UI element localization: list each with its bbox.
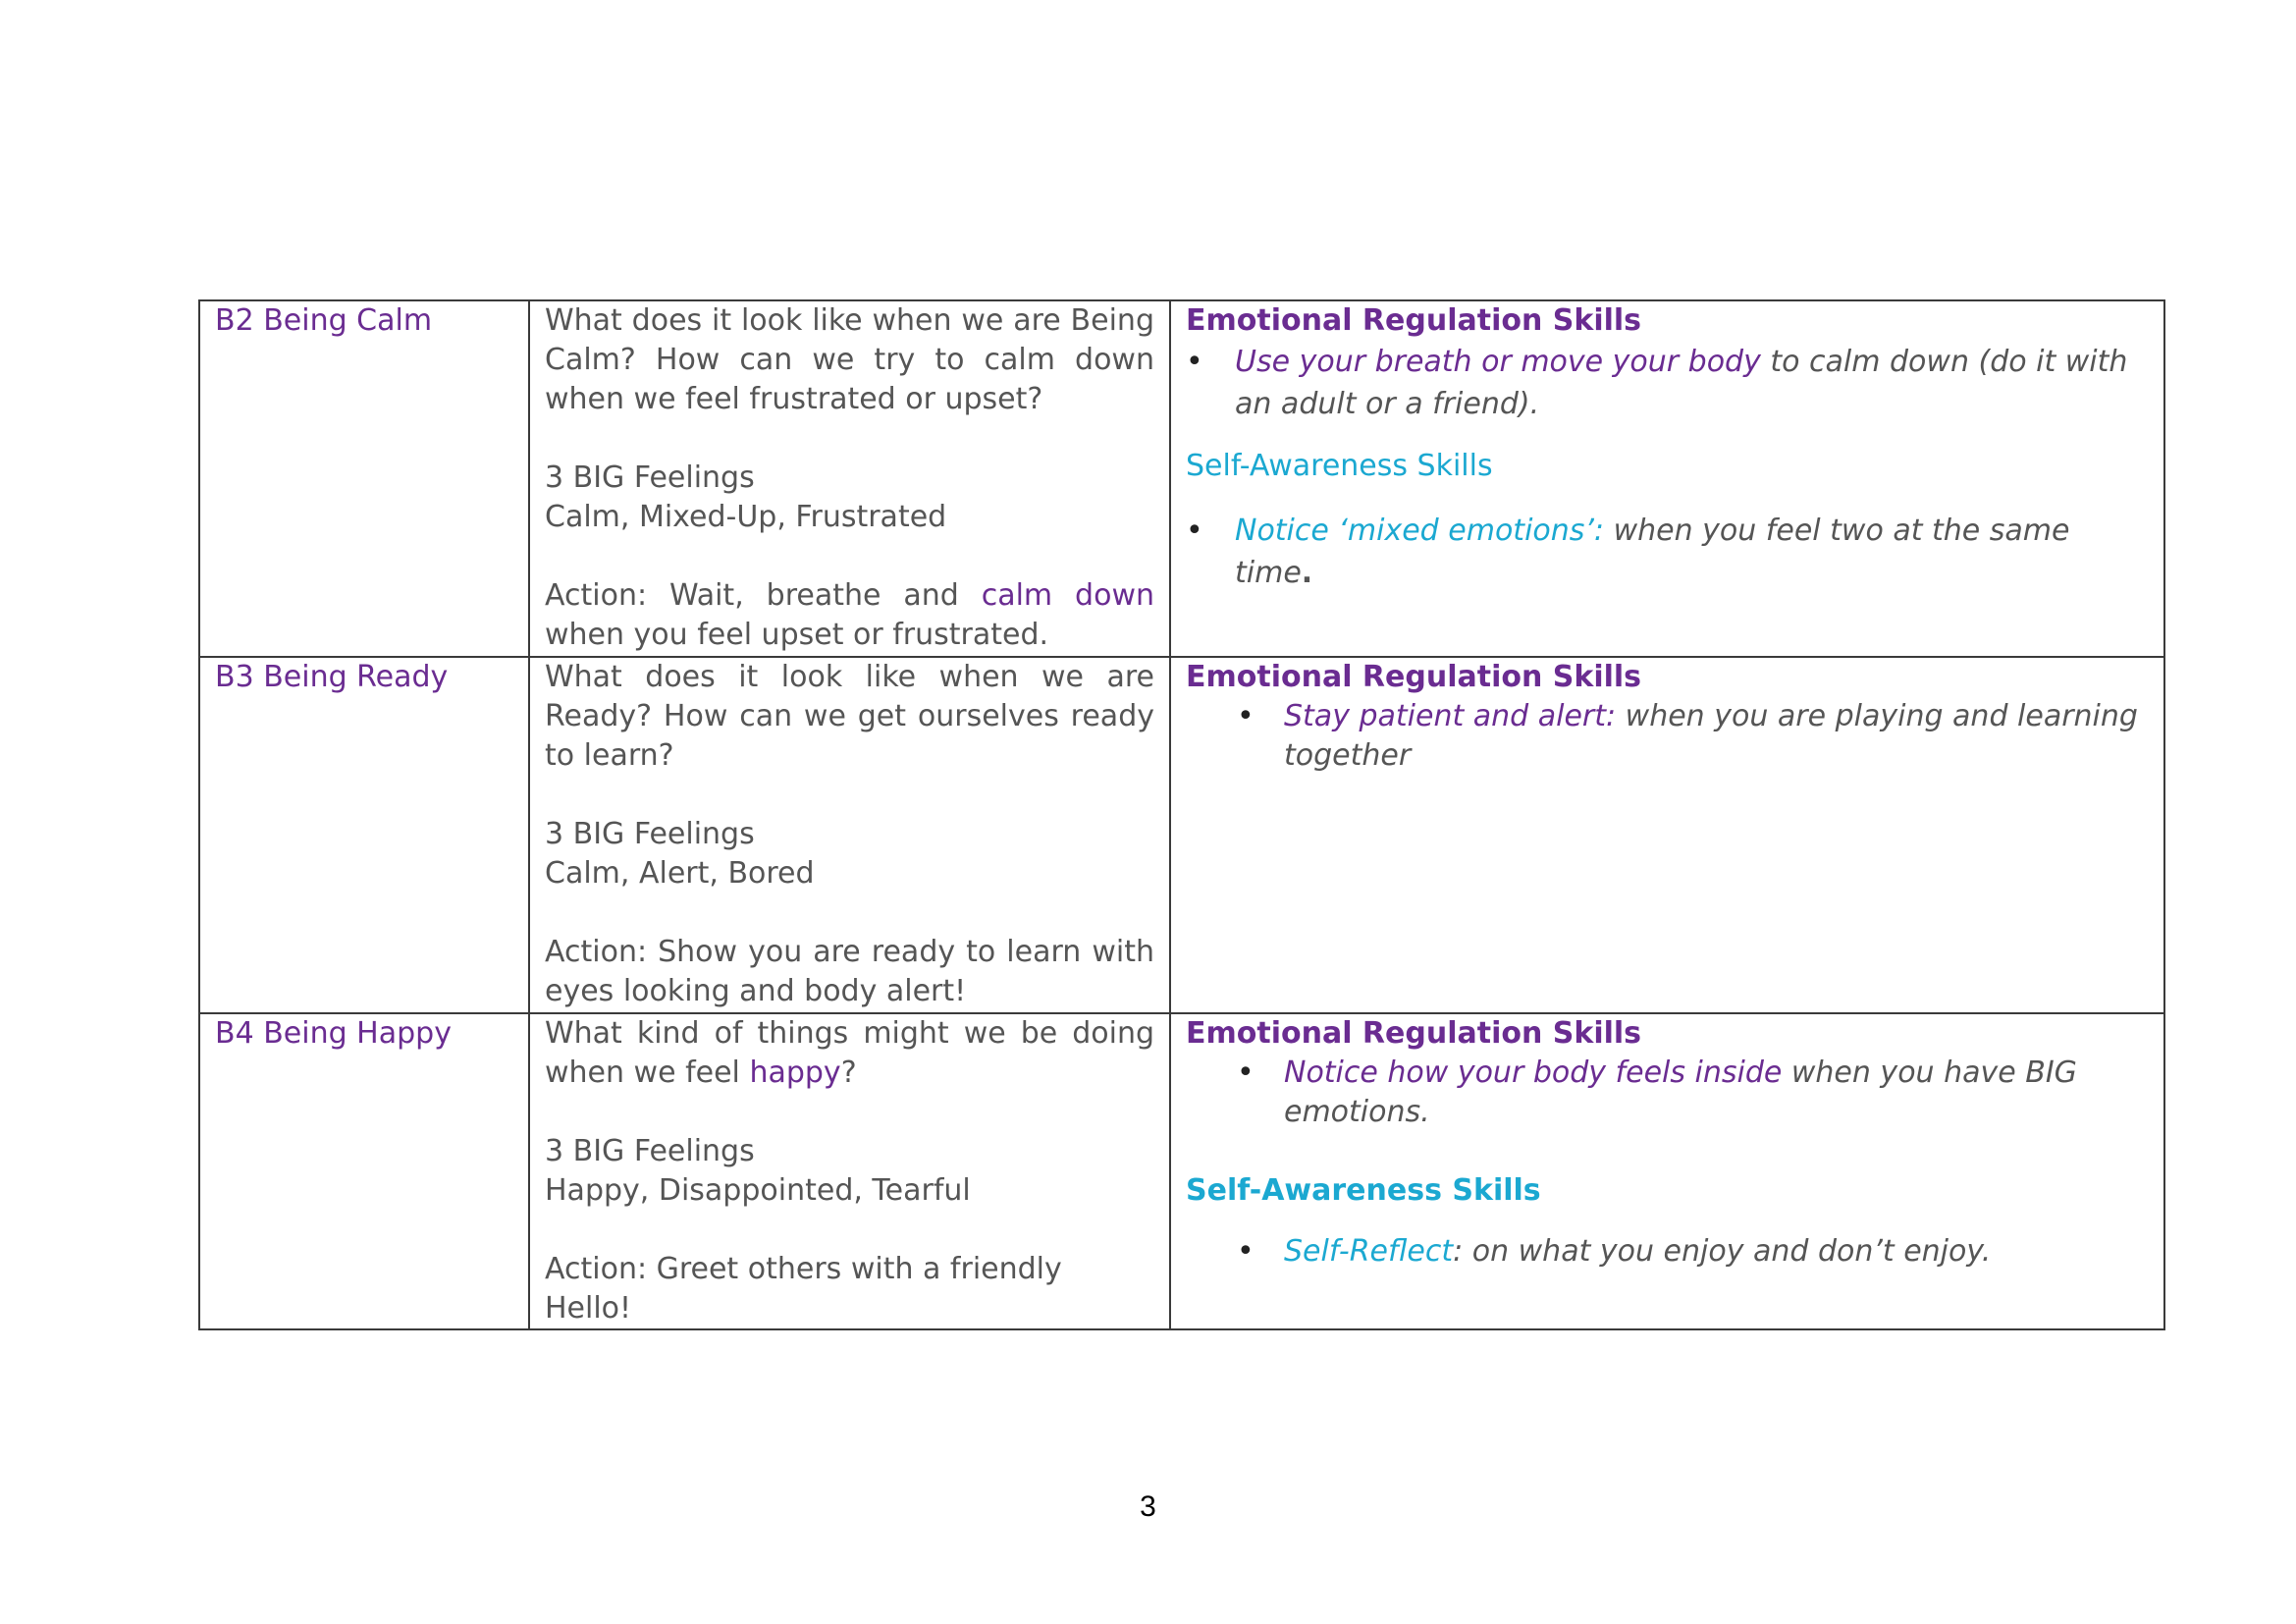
feelings-list: Calm, Alert, Bored [545, 856, 815, 891]
list-item [1186, 1232, 2149, 1272]
self-awareness-list [1186, 510, 2149, 594]
skill-text: to calm down (do it with an adult or a friend). [1235, 345, 2128, 421]
question-highlight: happy [749, 1056, 841, 1090]
skill-highlight: Notice ‘mixed emotions’: [1235, 514, 1605, 548]
emotional-skills-list [1186, 697, 2149, 776]
lesson-title: B4 Being Happy [215, 1016, 452, 1051]
skill-text: : on what you enjoy and don’t enjoy. [1453, 1234, 1992, 1269]
action-text: Action: Wait, breathe and [545, 578, 982, 613]
lesson-title-cell [199, 657, 529, 1013]
skill-text-end: . [1301, 556, 1313, 590]
lesson-question: What does it look like when we are Being Calm? How can we try to calm down when we feel frustrated or upset? [545, 303, 1154, 416]
lesson-table [198, 299, 2165, 1330]
page-number: 3 [1140, 1490, 1156, 1523]
skill-text: when you have BIG emotions. [1284, 1056, 2077, 1129]
lesson-title-cell [199, 300, 529, 657]
emotional-skills-list [1186, 341, 2149, 425]
skill-highlight: Self-Reflect [1284, 1234, 1454, 1269]
lesson-description-cell [529, 657, 1170, 1013]
feelings-label: 3 BIG Feelings [545, 817, 755, 851]
skills-cell [1170, 300, 2164, 657]
list-item [1186, 510, 2149, 594]
table-row [199, 657, 2164, 1013]
emotional-regulation-heading: Emotional Regulation Skills [1186, 1016, 1642, 1051]
table-row [199, 1013, 2164, 1329]
bullet-icon: • [1237, 1056, 1255, 1090]
skills-cell [1170, 657, 2164, 1013]
feelings-label: 3 BIG Feelings [545, 460, 755, 495]
skills-cell [1170, 1013, 2164, 1329]
lesson-description-cell [529, 1013, 1170, 1329]
feelings-list: Happy, Disappointed, Tearful [545, 1173, 971, 1208]
question-text: What kind of things might we be doing when we feel [545, 1016, 1154, 1090]
list-item [1186, 1054, 2149, 1132]
bullet-icon: • [1237, 1234, 1255, 1269]
self-awareness-heading: Self-Awareness Skills [1186, 1173, 1541, 1208]
skill-highlight: Notice how your body feels inside [1284, 1056, 1783, 1090]
action-highlight: calm down [981, 578, 1154, 613]
table-row [199, 300, 2164, 657]
lesson-action: Action: Greet others with a friendly Hello! [545, 1252, 1062, 1326]
lesson-action: Action: Show you are ready to learn with eyes looking and body alert! [545, 935, 1154, 1008]
lesson-action [545, 576, 1154, 655]
skill-text: when you feel two at the same time [1235, 514, 2070, 590]
self-awareness-heading: Self-Awareness Skills [1186, 449, 1493, 483]
emotional-regulation-heading: Emotional Regulation Skills [1186, 303, 1642, 338]
list-item [1186, 697, 2149, 776]
feelings-list: Calm, Mixed-Up, Frustrated [545, 500, 947, 534]
lesson-title-cell [199, 1013, 529, 1329]
skill-highlight: Use your breath or move your body [1235, 345, 1761, 379]
lesson-title: B3 Being Ready [215, 660, 449, 694]
lesson-description-cell [529, 300, 1170, 657]
question-text: ? [840, 1056, 857, 1090]
skill-text: when you are playing and learning together [1284, 699, 2138, 773]
self-awareness-list [1186, 1232, 2149, 1272]
bullet-icon: • [1186, 514, 1203, 548]
lesson-title: B2 Being Calm [215, 303, 433, 338]
action-text: when you feel upset or frustrated. [545, 618, 1049, 652]
emotional-skills-list [1186, 1054, 2149, 1132]
lesson-question: What does it look like when we are Ready? How can we get ourselves ready to learn? [545, 660, 1154, 773]
skill-highlight: Stay patient and alert: [1284, 699, 1617, 733]
feelings-label: 3 BIG Feelings [545, 1134, 755, 1168]
emotional-regulation-heading: Emotional Regulation Skills [1186, 660, 1642, 694]
bullet-icon: • [1237, 699, 1255, 733]
lesson-question [545, 1014, 1154, 1093]
list-item [1186, 341, 2149, 425]
bullet-icon: • [1186, 345, 1203, 379]
